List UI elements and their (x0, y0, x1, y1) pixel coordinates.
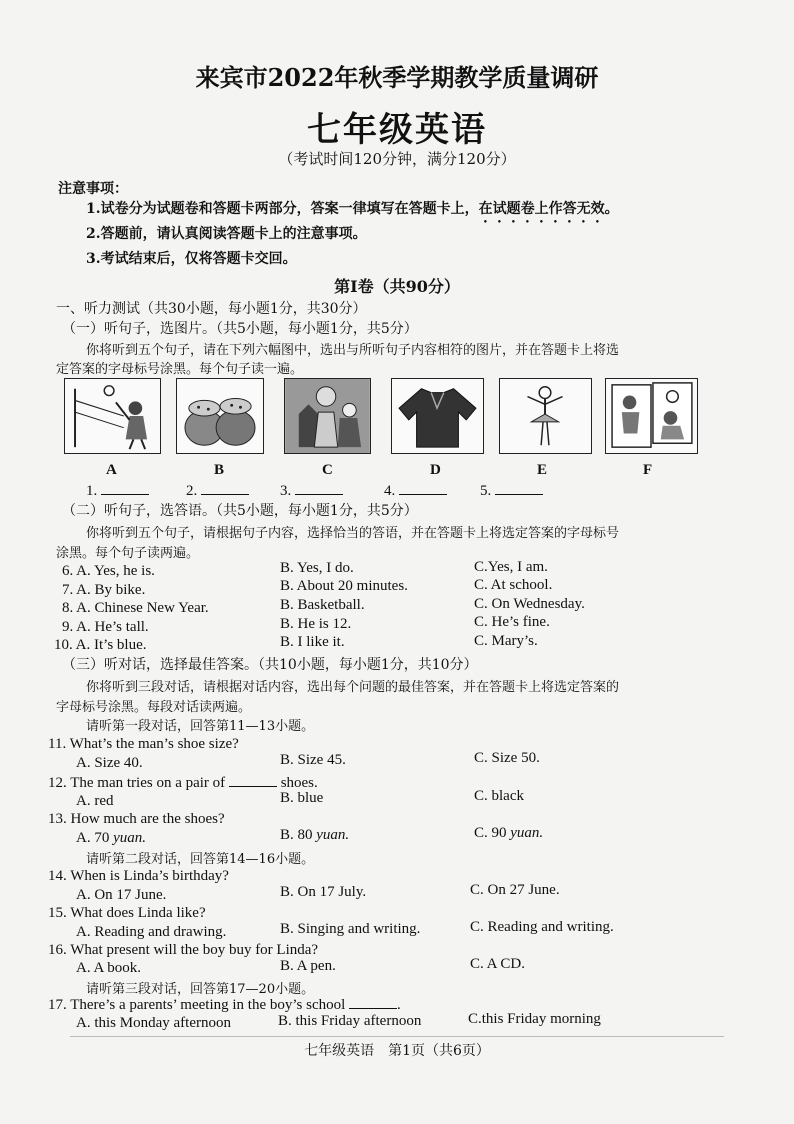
q15-option-b: B. Singing and writing. (280, 921, 421, 937)
q11-option-a: A. Size 40. (76, 755, 143, 771)
q6-option-c: C.Yes, I am. (474, 559, 548, 575)
note-2: 2.答题前，请认真阅读答题卡上的注意事项。 (86, 226, 367, 242)
q12-option-c: C. black (474, 788, 524, 804)
children-sports-icon (606, 379, 697, 453)
sec2-instruction: 你将听到五个句子，请根据句子内容，选择恰当的答语，并在答题卡上将选定答案的字母标号 (86, 526, 620, 541)
exam-title: 来宾市2022年秋季学期教学质量调研 (195, 63, 599, 92)
q13-option-a: A. 70 yuan. (76, 830, 147, 846)
picture-label-c: C (322, 462, 333, 478)
answer-blank-3[interactable]: 3. (280, 482, 343, 500)
part1-heading: 一、听力测试（共30小题，每小题1分，共30分） (56, 301, 367, 317)
q14-option-a: A. On 17 June. (76, 887, 167, 903)
q14-option-c: C. On 27 June. (470, 882, 560, 898)
q17-stem: 17. There’s a parents’ meeting in the boy’s school . (48, 997, 401, 1013)
sec3-instruction-2: 字母标号涂黑。每段对话读两遍。 (56, 700, 252, 715)
q14-option-b: B. On 17 July. (280, 884, 367, 900)
picture-label-a: A (106, 462, 117, 478)
sweater-icon (392, 379, 483, 453)
answer-blank-1[interactable]: 1. (86, 482, 149, 500)
picture-e (499, 378, 592, 454)
picture-b (176, 378, 264, 454)
notes-heading: 注意事项： (58, 181, 128, 197)
q7-option-a: 7. A. By bike. (62, 582, 146, 598)
sec2-instruction-2: 涂黑。每个句子读两遍。 (56, 546, 200, 561)
q11-stem: 11. What’s the man’s shoe size? (48, 736, 239, 752)
q15-stem: 15. What does Linda like? (48, 905, 206, 921)
picture-label-d: D (430, 462, 441, 478)
q12-option-b: B. blue (280, 790, 324, 806)
q16-option-c: C. A CD. (470, 956, 526, 972)
note-1: 1.试卷分为试题卷和答题卡两部分，答案一律填写在答题卡上，在试题卷上作答无效。 (86, 201, 619, 217)
q16-stem: 16. What present will the boy buy for Linda? (48, 942, 319, 958)
q7-option-b: B. About 20 minutes. (280, 578, 408, 594)
q10-option-b: B. I like it. (280, 634, 345, 650)
picture-label-b: B (214, 462, 225, 478)
answer-blank-2[interactable]: 2. (186, 482, 249, 500)
picture-c (284, 378, 371, 454)
q17-blank[interactable] (349, 996, 397, 1009)
sec2-heading: （二）听句子，选答语。（共5小题，每小题1分，共5分） (62, 503, 418, 519)
picture-f (605, 378, 698, 454)
picture-label-e: E (537, 462, 548, 478)
halloween-icon (285, 379, 370, 453)
picture-label-f: F (643, 462, 653, 478)
q16-option-b: B. A pen. (280, 958, 336, 974)
sec1-heading: （一）听句子，选图片。（共5小题，每小题1分，共5分） (62, 321, 418, 337)
sec3-heading: （三）听对话，选择最佳答案。（共10小题，每小题1分，共10分） (62, 657, 478, 673)
q13-option-c: C. 90 yuan. (474, 825, 544, 841)
q8-option-a: 8. A. Chinese New Year. (62, 600, 209, 616)
note-3: 3.考试结束后，仅将答题卡交回。 (86, 251, 297, 267)
q11-option-b: B. Size 45. (280, 752, 346, 768)
dancer-icon (500, 379, 591, 453)
sec1-instruction: 你将听到五个句子，请在下列六幅图中，选出与所听句子内容相符的图片，并在答题卡上将选 (86, 343, 620, 358)
q12-option-a: A. red (76, 793, 114, 809)
picture-a (64, 378, 161, 454)
dialogue-2-note: 请听第二段对话，回答第14—16小题。 (86, 852, 315, 867)
q11-option-c: C. Size 50. (474, 750, 540, 766)
note-emphasis: 在试题卷上作答无效。 (478, 201, 619, 217)
sec1-instruction-2: 定答案的字母标号涂黑。每个句子读一遍。 (56, 362, 304, 377)
q10-option-a: 10. A. It’s blue. (54, 637, 147, 653)
sacks-icon (177, 379, 263, 453)
subject-title: 七年级英语 (307, 110, 487, 150)
sec3-instruction: 你将听到三段对话，请根据对话内容，选出每个问题的最佳答案，并在答题卡上将选定答案的 (86, 680, 620, 695)
page-footer: 七年级英语 第1页（共6页） (304, 1043, 490, 1059)
q12-stem: 12. The man tries on a pair of shoes. (48, 775, 318, 791)
q12-blank[interactable] (229, 774, 277, 787)
q14-stem: 14. When is Linda’s birthday? (48, 868, 229, 884)
q10-option-c: C. Mary’s. (474, 633, 538, 649)
q9-option-c: C. He’s fine. (474, 614, 550, 630)
exam-info: （考试时间120分钟，满分120分） (278, 150, 516, 168)
q15-option-c: C. Reading and writing. (470, 919, 614, 935)
answer-blank-4[interactable]: 4. (384, 482, 447, 500)
answer-blank-5[interactable]: 5. (480, 482, 543, 500)
q8-option-b: B. Basketball. (280, 597, 365, 613)
q6-option-a: 6. A. Yes, he is. (62, 563, 155, 579)
q15-option-a: A. Reading and drawing. (76, 924, 227, 940)
dialogue-3-note: 请听第三段对话，回答第17—20小题。 (86, 982, 315, 997)
q7-option-c: C. At school. (474, 577, 553, 593)
q17-option-c: C.this Friday morning (468, 1011, 601, 1027)
volume-title: 第Ⅰ卷（共90分） (334, 277, 460, 296)
q16-option-a: A. A book. (76, 960, 142, 976)
q13-stem: 13. How much are the shoes? (48, 811, 225, 827)
q6-option-b: B. Yes, I do. (280, 560, 354, 576)
q17-option-b: B. this Friday afternoon (278, 1013, 422, 1029)
q9-option-b: B. He is 12. (280, 616, 352, 632)
q13-option-b: B. 80 yuan. (280, 827, 350, 843)
q17-option-a: A. this Monday afternoon (76, 1015, 231, 1031)
footer-divider (70, 1036, 724, 1037)
q8-option-c: C. On Wednesday. (474, 596, 585, 612)
dialogue-1-note: 请听第一段对话，回答第11—13小题。 (86, 719, 315, 734)
picture-d (391, 378, 484, 454)
q9-option-a: 9. A. He’s tall. (62, 619, 149, 635)
volleyball-icon (65, 379, 160, 453)
